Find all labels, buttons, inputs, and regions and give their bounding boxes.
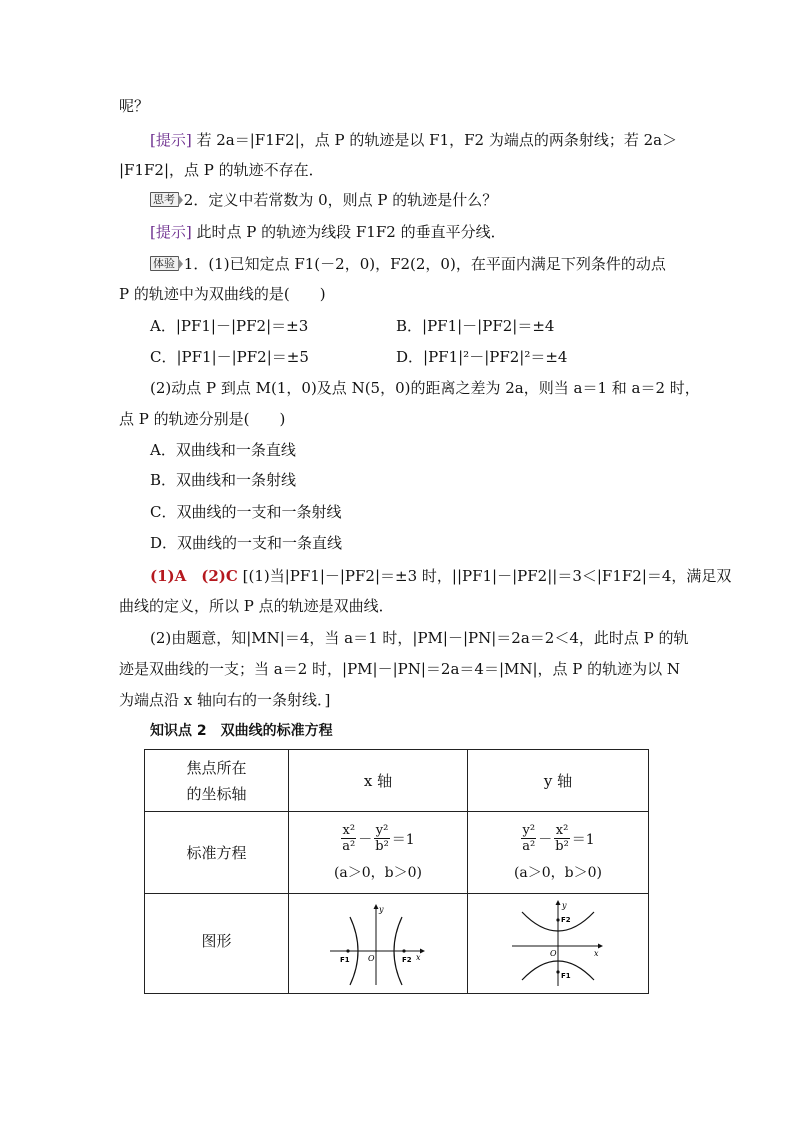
y-graph-cell <box>468 894 649 994</box>
hint-1-line-1 <box>150 130 677 150</box>
origin-label: O <box>550 948 557 958</box>
x-graph-cell <box>289 894 468 994</box>
axis-label-cell <box>145 750 289 812</box>
f1-label: F1 <box>561 971 571 980</box>
y-axis-header: y 轴 <box>468 750 649 812</box>
exp-1-line-2: P 的轨迹中为双曲线的是( ) <box>119 285 326 303</box>
q2-line-1: (2)动点 P 到点 M(1，0)及点 N(5，0)的距离之差为 2a，则当 a＝1 和 a＝2 时， <box>150 379 700 397</box>
y-condition: (a＞0，b＞0) <box>513 865 603 881</box>
y-axis-arrow <box>374 904 379 909</box>
focus-f1-point <box>556 970 559 973</box>
axis-label-line-2: 的坐标轴 <box>186 784 247 803</box>
solution-line-3: (2)由题意，知|MN|＝4，当 a＝1 时，|PM|－|PN|＝2a＝2＜4，此时点 P 的轨 <box>150 629 689 647</box>
x-hyperbola-graph <box>328 899 428 989</box>
fraction: $\frac{\text{y²}}{\text{b²}}$ <box>375 823 389 854</box>
hint-tag: [提示] <box>150 223 192 241</box>
axis-label-line-1: 焦点所在 <box>186 758 247 777</box>
solution-line-2: 曲线的定义，所以 P 点的轨迹是双曲线． <box>119 597 394 615</box>
hint-tag: [提示] <box>150 131 192 149</box>
x-equation-cell <box>289 812 468 894</box>
think-text: 2．定义中若常数为 0，则点 P 的轨迹是什么？ <box>183 191 498 209</box>
focus-f2-point <box>556 918 559 921</box>
solution-text: [(1)当|PF1|－|PF2|＝±3 时，||PF1|－|PF2||＝3＜|F1F2|＝4，满足双 <box>242 567 732 585</box>
option-c: C．|PF1|－|PF2|＝±5 <box>150 348 309 366</box>
focus-f1-point <box>346 949 349 952</box>
solution-line-5: 为端点沿 x 轴向右的一条射线．] <box>119 691 331 709</box>
equation-label-cell: 标准方程 <box>145 812 289 894</box>
f2-label: F2 <box>561 915 571 924</box>
option-a: A．|PF1|－|PF2|＝±3 <box>150 317 309 335</box>
x-axis-header: x 轴 <box>289 750 468 812</box>
hint-text: 若 2a＝|F1F2|，点 P 的轨迹是以 F1，F2 为端点的两条射线；若 2a＞ <box>196 131 678 149</box>
y-axis-arrow <box>556 900 561 905</box>
q2-option-a: A．双曲线和一条直线 <box>150 441 296 459</box>
x-label: x <box>594 948 599 958</box>
focus-f2-point <box>402 949 405 952</box>
fraction: $\frac{\text{x²}}{\text{b²}}$ <box>555 823 569 854</box>
exp-text: 1．(1)已知定点 F1(－2，0)，F2(2，0)，在平面内满足下列条件的动点 <box>183 255 666 273</box>
section-title: 知识点 2 双曲线的标准方程 <box>150 723 333 739</box>
option-b: B．|PF1|－|PF2|＝±4 <box>396 317 555 335</box>
solution-line-1 <box>150 566 731 586</box>
y-hyperbola-graph <box>508 898 608 990</box>
f2-label: F2 <box>402 955 412 964</box>
exp-1-line-1 <box>150 254 666 274</box>
standard-equation-table <box>144 749 649 994</box>
fraction: $\frac{\text{x²}}{\text{a²}}$ <box>342 823 356 854</box>
x-condition: (a＞0，b＞0) <box>333 865 423 881</box>
y-label: y <box>379 904 384 914</box>
hint-text: 此时点 P 的轨迹为线段 F1F2 的垂直平分线． <box>196 223 506 241</box>
y-label: y <box>562 900 567 910</box>
q2-option-d: D．双曲线的一支和一条直线 <box>150 534 343 552</box>
fraction: $\frac{\text{y²}}{\text{a²}}$ <box>522 823 536 854</box>
answer-key: (1)A (2)C <box>150 567 238 585</box>
y-equation: $\frac{\text{y²}}{\text{a²}}$ － $\frac{\text{x²}}{\text{b²}}$ ＝1 <box>522 823 595 854</box>
f1-label: F1 <box>340 955 350 964</box>
origin-label: O <box>368 953 375 963</box>
x-axis-arrow <box>598 943 603 948</box>
x-axis-arrow <box>420 948 425 953</box>
think-badge: 思考 <box>150 192 179 207</box>
x-label: x <box>416 952 421 962</box>
y-equation-cell <box>468 812 649 894</box>
hint-1-line-2: |F1F2|，点 P 的轨迹不存在． <box>119 161 324 179</box>
think-2 <box>150 190 497 210</box>
hint-2 <box>150 222 506 242</box>
graph-label-cell: 图形 <box>145 894 289 994</box>
q2-option-b: B．双曲线和一条射线 <box>150 471 297 489</box>
line-top: 呢？ <box>119 97 150 115</box>
option-d: D．|PF1|²－|PF2|²＝±4 <box>396 348 568 366</box>
solution-line-4: 迹是双曲线的一支；当 a＝2 时，|PM|－|PN|＝2a＝4＝|MN|，点 P 的轨迹为以 N <box>119 660 681 678</box>
q2-line-2: 点 P 的轨迹分别是( ) <box>119 410 286 428</box>
x-equation: $\frac{\text{x²}}{\text{a²}}$ － $\frac{\text{y²}}{\text{b²}}$ ＝1 <box>342 823 415 854</box>
experience-badge: 体验 <box>150 256 179 271</box>
q2-option-c: C．双曲线的一支和一条射线 <box>150 503 342 521</box>
